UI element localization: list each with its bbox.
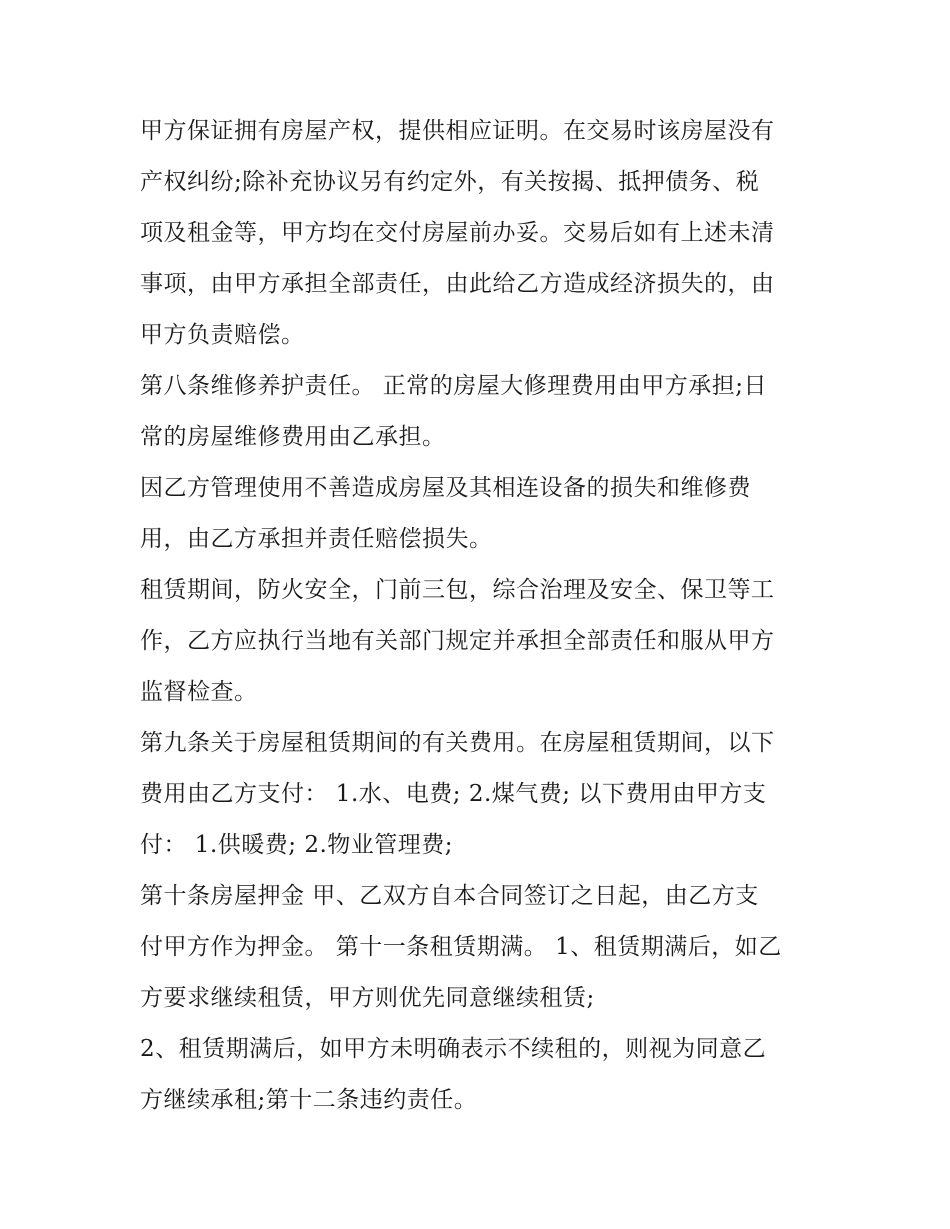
text-line: 项及租金等，甲方均在交付房屋前办妥。交易后如有上述未清 <box>140 220 775 246</box>
document-body <box>140 106 812 1126</box>
text-line: 监督检查。 <box>140 679 258 705</box>
text-line: 方要求继续租赁，甲方则优先同意继续租赁; <box>140 985 595 1011</box>
text-line: 第十条房屋押金 甲、乙双方自本合同签订之日起，由乙方支 <box>140 883 759 909</box>
text-line: 租赁期间，防火安全，门前三包，综合治理及安全、保卫等工 <box>140 577 775 603</box>
text-line: 作，乙方应执行当地有关部门规定并承担全部责任和服从甲方 <box>140 628 775 654</box>
text-line: 方继续承租;第十二条违约责任。 <box>140 1087 478 1113</box>
text-line: 因乙方管理使用不善造成房屋及其相连设备的损失和维修费 <box>140 475 751 501</box>
text-line: 2、租赁期满后，如甲方未明确表示不续租的，则视为同意乙 <box>140 1036 767 1062</box>
text-line: 付甲方作为押金。 第十一条租赁期满。 1、租赁期满后，如乙 <box>140 934 782 960</box>
text-line: 用，由乙方承担并责任赔偿损失。 <box>140 526 493 552</box>
text-line: 产权纠纷;除补充协议另有约定外，有关按揭、抵押债务、税 <box>140 169 760 195</box>
text-line: 第八条维修养护责任。 正常的房屋大修理费用由甲方承担;日 <box>140 373 768 399</box>
text-line: 付： 1.供暖费; 2.物业管理费; <box>140 832 454 858</box>
text-line: 常的房屋维修费用由乙承担。 <box>140 424 446 450</box>
text-line: 甲方负责赔偿。 <box>140 322 305 348</box>
text-line: 费用由乙方支付： 1.水、电费; 2.煤气费; 以下费用由甲方支 <box>140 781 767 807</box>
text-line: 事项，由甲方承担全部责任，由此给乙方造成经济损失的，由 <box>140 271 775 297</box>
text-line: 第九条关于房屋租赁期间的有关费用。在房屋租赁期间，以下 <box>140 730 775 756</box>
text-line: 甲方保证拥有房屋产权，提供相应证明。在交易时该房屋没有 <box>140 118 775 144</box>
